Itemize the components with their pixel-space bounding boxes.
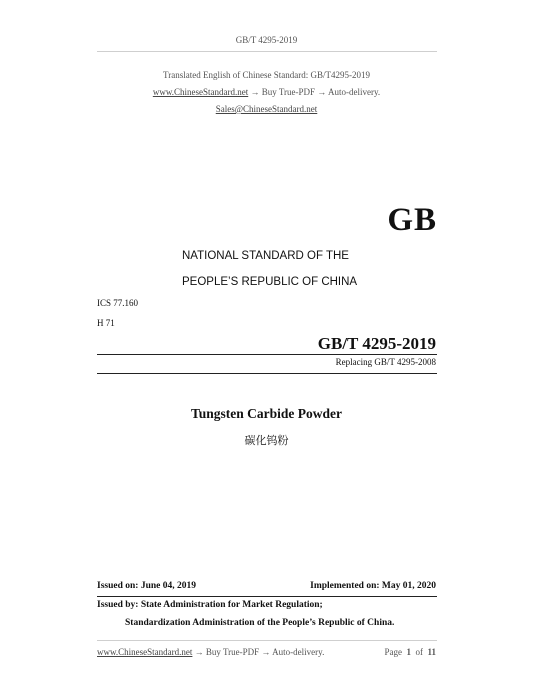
gb-logo: GB: [387, 202, 437, 238]
site-link[interactable]: www.ChineseStandard.net: [152, 87, 249, 97]
purchase-text: → Buy True-PDF → Auto-delivery.: [248, 87, 381, 97]
standard-number: GB/T 4295-2019: [317, 334, 436, 353]
dates-rule: [97, 596, 437, 597]
ccs-code: H 71: [97, 318, 115, 328]
page-total: 11: [427, 647, 436, 657]
title-english: Tungsten Carbide Powder: [190, 406, 343, 421]
replacing-note: Replacing GB/T 4295-2008: [335, 357, 436, 367]
header-rule: [97, 51, 437, 52]
running-header: GB/T 4295-2019: [235, 35, 298, 45]
footer-rule: [97, 640, 437, 641]
national-standard-line1: NATIONAL STANDARD OF THE: [182, 250, 349, 262]
translation-notice: Translated English of Chinese Standard: GB/T4295-2019: [163, 70, 370, 80]
implemented-on: Implemented on: May 01, 2020: [310, 581, 436, 591]
issued-by-2: Standardization Administration of the People’s Republic of China.: [125, 618, 395, 628]
purchase-line: [0, 87, 533, 97]
page-indicator: [384, 647, 436, 657]
footer-site-link[interactable]: www.ChineseStandard.net: [97, 647, 193, 657]
number-rule: [97, 354, 437, 355]
footer-purchase: [97, 647, 324, 657]
of-label: of: [415, 647, 423, 657]
replacing-rule: [97, 373, 437, 374]
ics-code: ICS 77.160: [97, 298, 139, 308]
page-number: 1: [406, 647, 411, 657]
issued-on: Issued on: June 04, 2019: [97, 581, 196, 591]
issued-by: Issued by: State Administration for Market Regulation;: [97, 600, 323, 610]
footer-purchase-text: → Buy True-PDF → Auto-delivery.: [192, 647, 325, 657]
email-link[interactable]: Sales@ChineseStandard.net: [215, 104, 318, 114]
email-line: [0, 104, 533, 114]
title-chinese: 碳化钨粉: [244, 434, 289, 447]
national-standard-line2: PEOPLE’S REPUBLIC OF CHINA: [182, 276, 358, 288]
page-label: Page: [384, 647, 402, 657]
